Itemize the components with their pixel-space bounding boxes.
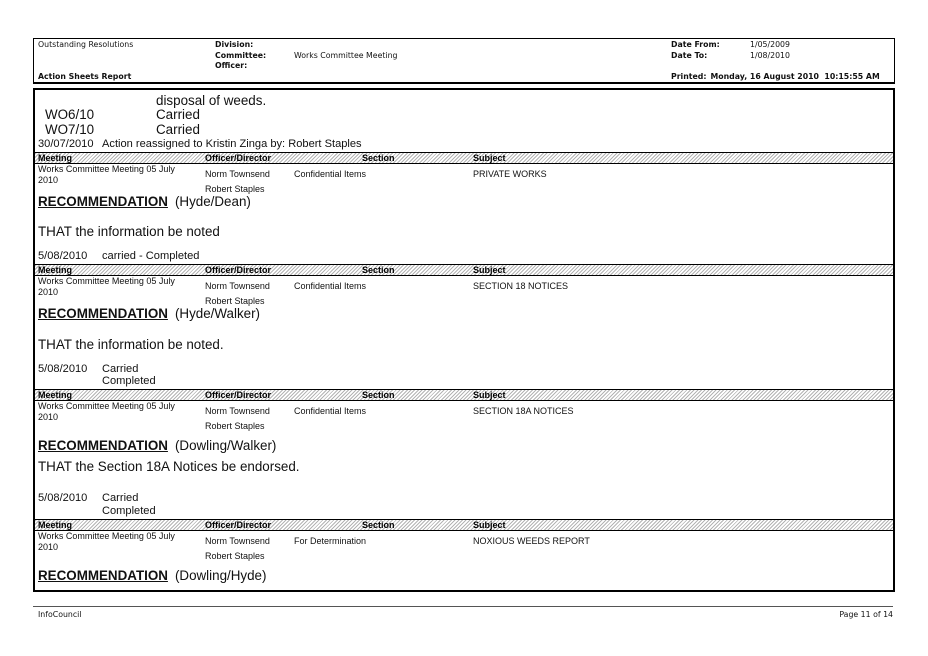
continued-text: disposal of weeds. [156, 93, 267, 108]
movers: (Hyde/Walker) [174, 306, 261, 321]
officer-name: Robert Staples [205, 421, 265, 431]
meeting-cell: Works Committee Meeting 05 July 2010 [38, 276, 175, 297]
division-label: Division: [215, 40, 254, 49]
resolution-text: THAT the Section 18A Notices be endorsed. [38, 459, 300, 474]
officer-name: Norm Townsend [205, 169, 270, 179]
subject-cell: PRIVATE WORKS [473, 169, 547, 179]
column-header-subject: Subject [473, 520, 506, 530]
outcome-text: Carried [102, 363, 139, 375]
officer-name: Robert Staples [205, 296, 265, 306]
subject-cell: SECTION 18A NOTICES [473, 406, 574, 416]
section-cell: Confidential Items [294, 406, 367, 416]
column-header-officer: Officer/Director [205, 265, 272, 275]
column-header-officer: Officer/Director [205, 520, 272, 530]
section-cell: Confidential Items [294, 281, 367, 291]
resolution-status: Carried [156, 107, 200, 122]
recommendation-line [38, 438, 276, 454]
outcome-date: 5/08/2010 [38, 363, 88, 375]
officer-name: Norm Townsend [205, 406, 270, 416]
recommendation-label: RECOMMENDATION [38, 194, 168, 209]
column-header-meeting: Meeting [38, 153, 73, 163]
officer-name: Norm Townsend [205, 281, 270, 291]
recommendation-label: RECOMMENDATION [38, 568, 168, 583]
section-cell: For Determination [294, 536, 367, 546]
date-to-value: 1/08/2010 [750, 51, 790, 60]
recommendation-line [38, 568, 266, 584]
movers: (Hyde/Dean) [174, 194, 251, 209]
column-header-meeting: Meeting [38, 265, 73, 275]
footer-divider [33, 606, 893, 607]
resolution-text: THAT the information be noted. [38, 337, 224, 352]
meeting-cell: Works Committee Meeting 05 July 2010 [38, 531, 175, 552]
printed-label: Printed: [671, 72, 707, 81]
date-to-label: Date To: [671, 51, 708, 60]
action-note-date: 30/07/2010 [38, 138, 94, 150]
outcome-date: 5/08/2010 [38, 250, 88, 262]
movers: (Dowling/Walker) [174, 438, 277, 453]
column-header-section: Section [362, 390, 395, 400]
date-from-label: Date From: [671, 40, 720, 49]
movers: (Dowling/Hyde) [174, 568, 267, 583]
page-number: Page 11 of 14 [839, 610, 893, 619]
column-header-row [35, 389, 893, 401]
subject-cell: NOXIOUS WEEDS REPORT [473, 536, 590, 546]
column-header-meeting: Meeting [38, 390, 73, 400]
recommendation-label: RECOMMENDATION [38, 438, 168, 453]
officer-name: Robert Staples [205, 184, 265, 194]
resolution-code: WO6/10 [45, 107, 95, 122]
outcome-date: 5/08/2010 [38, 492, 88, 504]
column-header-row [35, 519, 893, 531]
subject-cell: SECTION 18 NOTICES [473, 281, 569, 291]
action-note-text: Action reassigned to Kristin Zinga by: Robert Staples [102, 138, 362, 150]
column-header-section: Section [362, 153, 395, 163]
report-name: Action Sheets Report [38, 72, 132, 81]
resolution-text: THAT the information be noted [38, 224, 220, 239]
outcome-text: Carried [102, 492, 139, 504]
section-cell: Confidential Items [294, 169, 367, 179]
column-header-section: Section [362, 520, 395, 530]
meeting-cell: Works Committee Meeting 05 July 2010 [38, 401, 175, 422]
resolution-code: WO7/10 [45, 122, 95, 137]
officer-label: Officer: [215, 61, 248, 70]
column-header-meeting: Meeting [38, 520, 73, 530]
committee-value: Works Committee Meeting [294, 51, 398, 60]
meeting-cell: Works Committee Meeting 05 July 2010 [38, 164, 175, 185]
report-group-title: Outstanding Resolutions [38, 40, 134, 49]
date-from-value: 1/05/2009 [750, 40, 790, 49]
column-header-subject: Subject [473, 153, 506, 163]
column-header-subject: Subject [473, 390, 506, 400]
column-header-officer: Officer/Director [205, 390, 272, 400]
recommendation-line [38, 306, 260, 322]
column-header-section: Section [362, 265, 395, 275]
committee-label: Committee: [215, 51, 267, 60]
printed-line [671, 72, 880, 82]
column-header-row [35, 152, 893, 164]
column-header-row [35, 264, 893, 276]
outcome-text: Completed [102, 375, 156, 387]
column-header-officer: Officer/Director [205, 153, 272, 163]
recommendation-line [38, 194, 251, 210]
footer-brand: InfoCouncil [38, 610, 82, 619]
column-header-subject: Subject [473, 265, 506, 275]
resolution-status: Carried [156, 122, 200, 137]
printed-value: Monday, 16 August 2010 10:15:55 AM [710, 72, 880, 81]
officer-name: Norm Townsend [205, 536, 270, 546]
outcome-text: Completed [102, 505, 156, 517]
officer-name: Robert Staples [205, 551, 265, 561]
outcome-text: carried - Completed [102, 250, 200, 262]
recommendation-label: RECOMMENDATION [38, 306, 168, 321]
